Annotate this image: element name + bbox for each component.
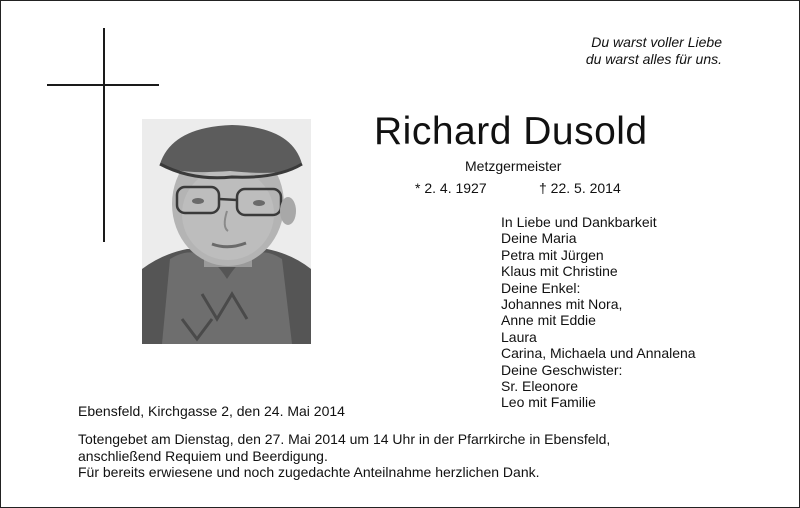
place-and-date: Ebensfeld, Kirchgasse 2, den 24. Mai 2014 — [78, 403, 345, 419]
mourner-line: Deine Maria — [501, 230, 577, 247]
funeral-notice — [78, 431, 610, 481]
motto-line: du warst alles für uns. — [585, 51, 722, 67]
mourner-line: Anne mit Eddie — [501, 312, 596, 329]
motto-line: Du warst voller Liebe — [591, 34, 722, 50]
mourner-line: Johannes mit Nora, — [501, 296, 623, 313]
deceased-name: Richard Dusold — [374, 110, 648, 153]
mourner-line: Leo mit Familie — [501, 394, 596, 411]
birth-date: * 2. 4. 1927 — [415, 180, 487, 196]
notice-line: anschließend Requiem und Beerdigung. — [78, 447, 328, 464]
mourner-line: Deine Enkel: — [501, 279, 581, 296]
mourner-line: Deine Geschwister: — [501, 361, 623, 378]
mourner-line: Carina, Michaela und Annalena — [501, 345, 696, 362]
mourner-line: Petra mit Jürgen — [501, 246, 604, 263]
portrait-illustration — [142, 119, 311, 344]
mourners-list — [501, 214, 696, 411]
profession: Metzgermeister — [465, 158, 562, 174]
notice-line: Für bereits erwiesene und noch zugedachte Anteilnahme herzlichen Dank. — [78, 464, 540, 480]
cross-horizontal-bar — [47, 84, 159, 86]
motto — [586, 34, 722, 68]
mourner-line: In Liebe und Dankbarkeit — [501, 214, 657, 230]
mourner-line: Laura — [501, 328, 537, 345]
death-date: † 22. 5. 2014 — [539, 180, 621, 196]
notice-line: Totengebet am Dienstag, den 27. Mai 2014 um 14 Uhr in der Pfarrkirche in Ebensfeld, — [78, 431, 611, 447]
mourner-line: Sr. Eleonore — [501, 378, 579, 395]
portrait-photo — [142, 119, 311, 344]
cross-vertical-bar — [103, 28, 105, 242]
mourner-line: Klaus mit Christine — [501, 263, 618, 280]
